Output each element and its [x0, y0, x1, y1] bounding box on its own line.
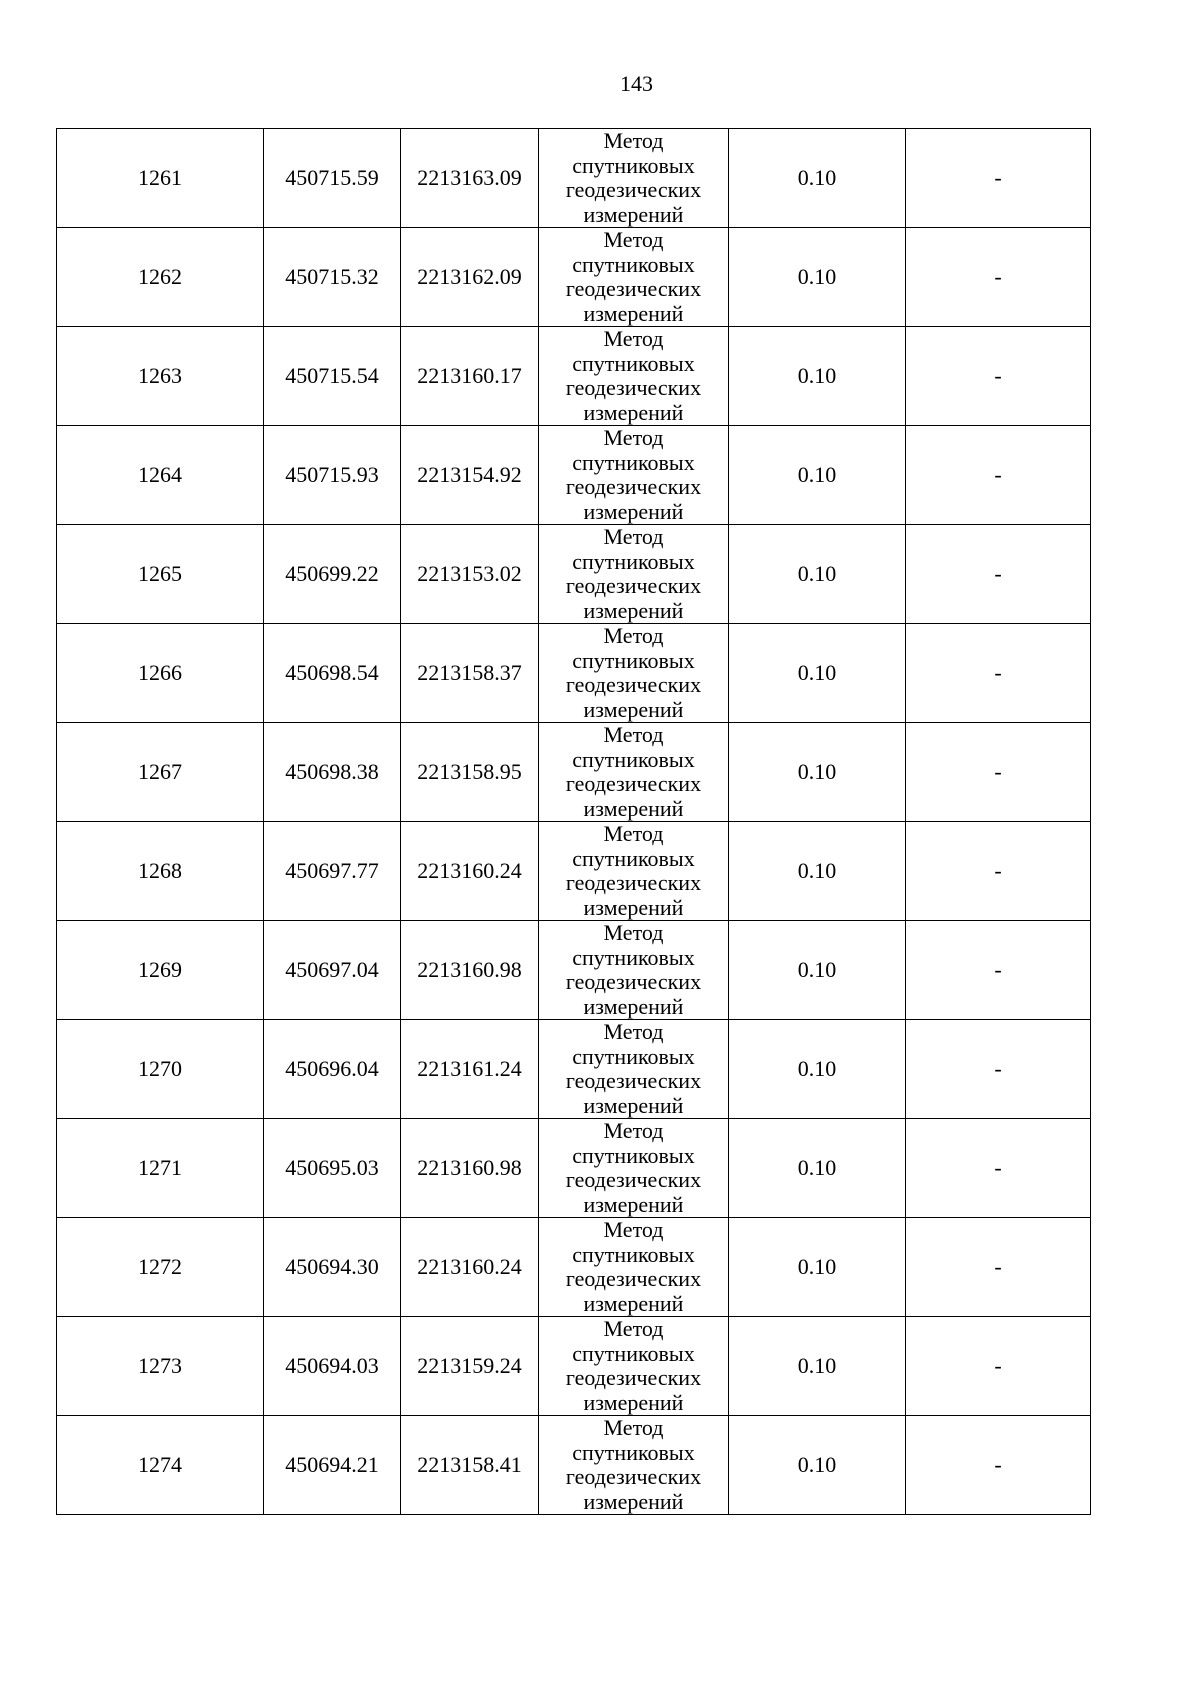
method-cell	[539, 822, 729, 921]
method-line: спутниковых	[572, 1439, 695, 1465]
accuracy-cell: 0.10	[729, 1416, 906, 1515]
note-cell: -	[906, 426, 1091, 525]
x-coordinate-cell: 450696.04	[264, 1020, 401, 1119]
note-cell: -	[906, 327, 1091, 426]
table-row	[57, 723, 1091, 822]
accuracy-cell: 0.10	[729, 1119, 906, 1218]
point-number-cell: 1264	[57, 426, 264, 525]
point-number-cell: 1262	[57, 228, 264, 327]
method-line: измерений	[583, 1389, 684, 1415]
page-number: 143	[620, 71, 653, 96]
table-row	[57, 921, 1091, 1020]
method-line: геодезических	[565, 474, 702, 499]
table-row	[57, 129, 1091, 228]
point-number-cell: 1271	[57, 1119, 264, 1218]
note-cell: -	[906, 129, 1091, 228]
x-coordinate-cell: 450715.93	[264, 426, 401, 525]
method-line: спутниковых	[572, 1241, 695, 1267]
y-coordinate-cell: 2213158.41	[401, 1416, 539, 1515]
method-line: геодезических	[565, 1068, 702, 1093]
x-coordinate-cell: 450715.32	[264, 228, 401, 327]
table-row	[57, 327, 1091, 426]
method-line: спутниковых	[572, 449, 695, 475]
point-number-cell: 1272	[57, 1218, 264, 1317]
accuracy-cell: 0.10	[729, 525, 906, 624]
method-line: геодезических	[565, 672, 702, 697]
accuracy-cell: 0.10	[729, 1218, 906, 1317]
method-line: измерений	[583, 201, 684, 227]
table-row	[57, 822, 1091, 921]
method-line: Метод	[603, 227, 664, 252]
note-cell: -	[906, 1416, 1091, 1515]
method-line: спутниковых	[572, 152, 695, 178]
point-number-cell: 1269	[57, 921, 264, 1020]
note-cell: -	[906, 624, 1091, 723]
table-row	[57, 228, 1091, 327]
method-line: спутниковых	[572, 944, 695, 970]
x-coordinate-cell: 450699.22	[264, 525, 401, 624]
accuracy-cell: 0.10	[729, 129, 906, 228]
accuracy-cell: 0.10	[729, 228, 906, 327]
method-line: измерений	[583, 1488, 684, 1514]
method-line: геодезических	[565, 276, 702, 301]
y-coordinate-cell: 2213160.24	[401, 822, 539, 921]
point-number-cell: 1270	[57, 1020, 264, 1119]
method-line: спутниковых	[572, 350, 695, 376]
coordinates-table-body	[57, 129, 1091, 1515]
note-cell: -	[906, 822, 1091, 921]
method-line: спутниковых	[572, 251, 695, 277]
method-cell	[539, 723, 729, 822]
note-cell: -	[906, 1218, 1091, 1317]
y-coordinate-cell: 2213160.98	[401, 921, 539, 1020]
method-line: геодезических	[565, 1167, 702, 1192]
x-coordinate-cell: 450698.38	[264, 723, 401, 822]
method-line: измерений	[583, 696, 684, 722]
method-cell	[539, 1416, 729, 1515]
x-coordinate-cell: 450697.77	[264, 822, 401, 921]
method-line: Метод	[603, 1316, 664, 1341]
x-coordinate-cell: 450694.30	[264, 1218, 401, 1317]
method-line: измерений	[583, 597, 684, 623]
point-number-cell: 1268	[57, 822, 264, 921]
method-line: Метод	[603, 524, 664, 549]
method-line: геодезических	[565, 375, 702, 400]
method-line: измерений	[583, 894, 684, 920]
accuracy-cell: 0.10	[729, 624, 906, 723]
point-number-cell: 1274	[57, 1416, 264, 1515]
point-number-cell: 1261	[57, 129, 264, 228]
method-line: измерений	[583, 1191, 684, 1217]
method-cell	[539, 921, 729, 1020]
x-coordinate-cell: 450715.54	[264, 327, 401, 426]
x-coordinate-cell: 450697.04	[264, 921, 401, 1020]
table-row	[57, 624, 1091, 723]
method-line: Метод	[603, 425, 664, 450]
x-coordinate-cell: 450694.21	[264, 1416, 401, 1515]
accuracy-cell: 0.10	[729, 426, 906, 525]
point-number-cell: 1266	[57, 624, 264, 723]
x-coordinate-cell: 450694.03	[264, 1317, 401, 1416]
method-line: измерений	[583, 300, 684, 326]
accuracy-cell: 0.10	[729, 723, 906, 822]
method-cell	[539, 1119, 729, 1218]
method-line: измерений	[583, 1290, 684, 1316]
accuracy-cell: 0.10	[729, 921, 906, 1020]
note-cell: -	[906, 1020, 1091, 1119]
method-line: Метод	[603, 821, 664, 846]
method-line: геодезических	[565, 1464, 702, 1489]
y-coordinate-cell: 2213154.92	[401, 426, 539, 525]
note-cell: -	[906, 1119, 1091, 1218]
method-line: Метод	[603, 623, 664, 648]
table-row	[57, 1416, 1091, 1515]
method-cell	[539, 624, 729, 723]
method-line: геодезических	[565, 573, 702, 598]
y-coordinate-cell: 2213160.17	[401, 327, 539, 426]
x-coordinate-cell: 450698.54	[264, 624, 401, 723]
table-row	[57, 426, 1091, 525]
method-line: Метод	[603, 722, 664, 747]
method-line: спутниковых	[572, 1142, 695, 1168]
method-line: спутниковых	[572, 548, 695, 574]
note-cell: -	[906, 228, 1091, 327]
note-cell: -	[906, 723, 1091, 822]
method-line: Метод	[603, 1217, 664, 1242]
table-row	[57, 1020, 1091, 1119]
method-cell	[539, 525, 729, 624]
table-row	[57, 1218, 1091, 1317]
point-number-cell: 1267	[57, 723, 264, 822]
method-cell	[539, 426, 729, 525]
method-cell	[539, 327, 729, 426]
accuracy-cell: 0.10	[729, 327, 906, 426]
method-cell	[539, 228, 729, 327]
y-coordinate-cell: 2213160.98	[401, 1119, 539, 1218]
table-row	[57, 1119, 1091, 1218]
coordinates-table	[56, 128, 1091, 1515]
method-line: спутниковых	[572, 746, 695, 772]
method-line: Метод	[603, 1019, 664, 1044]
accuracy-cell: 0.10	[729, 1020, 906, 1119]
y-coordinate-cell: 2213158.95	[401, 723, 539, 822]
y-coordinate-cell: 2213162.09	[401, 228, 539, 327]
y-coordinate-cell: 2213163.09	[401, 129, 539, 228]
method-line: Метод	[603, 128, 664, 153]
method-line: геодезических	[565, 870, 702, 895]
y-coordinate-cell: 2213161.24	[401, 1020, 539, 1119]
point-number-cell: 1263	[57, 327, 264, 426]
method-cell	[539, 1218, 729, 1317]
y-coordinate-cell: 2213160.24	[401, 1218, 539, 1317]
method-line: измерений	[583, 399, 684, 425]
method-cell	[539, 129, 729, 228]
note-cell: -	[906, 525, 1091, 624]
point-number-cell: 1265	[57, 525, 264, 624]
table-row	[57, 1317, 1091, 1416]
point-number-cell: 1273	[57, 1317, 264, 1416]
method-line: Метод	[603, 1415, 664, 1440]
method-line: геодезических	[565, 771, 702, 796]
method-line: Метод	[603, 920, 664, 945]
note-cell: -	[906, 921, 1091, 1020]
method-line: геодезических	[565, 177, 702, 202]
note-cell: -	[906, 1317, 1091, 1416]
method-line: геодезических	[565, 969, 702, 994]
y-coordinate-cell: 2213158.37	[401, 624, 539, 723]
y-coordinate-cell: 2213159.24	[401, 1317, 539, 1416]
method-cell	[539, 1020, 729, 1119]
method-line: Метод	[603, 1118, 664, 1143]
x-coordinate-cell: 450715.59	[264, 129, 401, 228]
method-line: измерений	[583, 795, 684, 821]
method-line: измерений	[583, 498, 684, 524]
method-line: измерений	[583, 1092, 684, 1118]
y-coordinate-cell: 2213153.02	[401, 525, 539, 624]
table-row	[57, 525, 1091, 624]
method-line: Метод	[603, 326, 664, 351]
method-line: спутниковых	[572, 1340, 695, 1366]
method-line: геодезических	[565, 1266, 702, 1291]
method-line: спутниковых	[572, 845, 695, 871]
x-coordinate-cell: 450695.03	[264, 1119, 401, 1218]
method-line: спутниковых	[572, 647, 695, 673]
accuracy-cell: 0.10	[729, 822, 906, 921]
method-line: спутниковых	[572, 1043, 695, 1069]
method-line: измерений	[583, 993, 684, 1019]
accuracy-cell: 0.10	[729, 1317, 906, 1416]
method-line: геодезических	[565, 1365, 702, 1390]
method-cell	[539, 1317, 729, 1416]
